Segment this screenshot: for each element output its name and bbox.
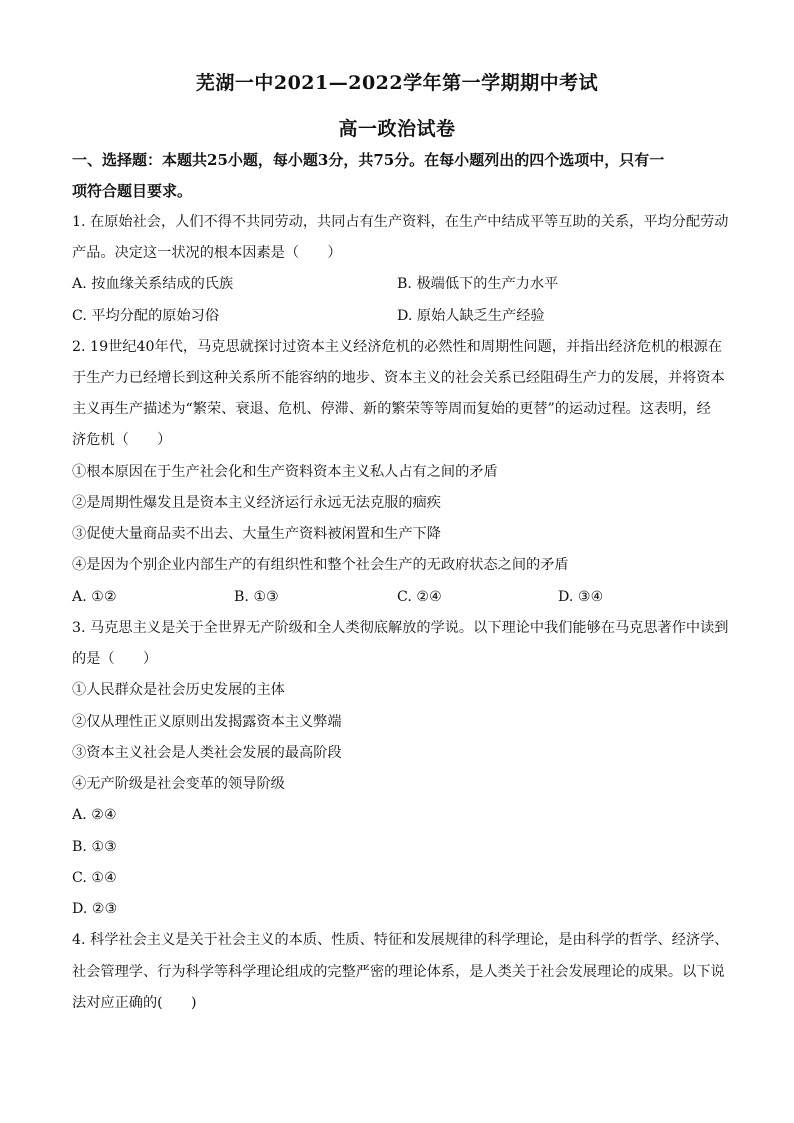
q2-option-d[interactable]: D. ③④	[558, 589, 604, 605]
q4-stem-line1: 4. 科学社会主义是关于社会主义的本质、性质、特征和发展规律的科学理论，是由科学的哲学、经济学、	[72, 932, 729, 948]
q2-stem-line1: 2. 19世纪40年代，马克思就探讨过资本主义经济危机的必然性和周期性问题，并指出经济危机的根源在	[72, 339, 723, 355]
q1-stem-line1: 1. 在原始社会，人们不得不共同劳动，共同占有生产资料，在生产中结成平等互助的关系，平均分配劳动	[72, 214, 729, 230]
q3-statement-1: ①人民群众是社会历史发展的主体	[72, 682, 285, 698]
section-heading-line2: 项符合题目要求。	[72, 182, 193, 200]
q3-option-d[interactable]: D. ②③	[72, 901, 118, 917]
q2-statement-4: ④是因为个别企业内部生产的有组织性和整个社会生产的无政府状态之间的矛盾	[72, 557, 569, 573]
q3-statement-4: ④无产阶级是社会变革的领导阶级	[72, 776, 285, 792]
q1-option-b[interactable]: B. 极端低下的生产力水平	[397, 276, 559, 292]
q3-option-c[interactable]: C. ①④	[72, 870, 117, 886]
q3-stem-line2: 的是（ ）	[72, 651, 158, 667]
q2-option-c[interactable]: C. ②④	[397, 589, 442, 605]
q2-stem-line2: 于生产力已经增长到这种关系所不能容纳的地步、资本主义的社会关系已经阻碍生产力的发展，并将资本	[72, 370, 725, 386]
q3-option-b[interactable]: B. ①③	[72, 839, 117, 855]
q4-stem-line2: 社会管理学、行为科学等科学理论组成的完整严密的理论体系，是人类关于社会发展理论的成果。以下说	[72, 964, 725, 980]
section-heading-line1: 一、选择题：本题共25小题，每小题3分，共75分。在每小题列出的四个选项中，只有一	[72, 151, 665, 169]
q2-option-a[interactable]: A. ①②	[72, 589, 117, 605]
q2-option-b[interactable]: B. ①③	[234, 589, 279, 605]
exam-subtitle: 高一政治试卷	[338, 118, 456, 140]
exam-title: 芜湖一中2021—2022学年第一学期期中考试	[195, 72, 599, 94]
q3-option-a[interactable]: A. ②④	[72, 807, 117, 823]
q1-option-c[interactable]: C. 平均分配的原始习俗	[72, 308, 220, 324]
q3-statement-3: ③资本主义社会是人类社会发展的最高阶段	[72, 745, 342, 761]
q2-stem-line4: 济危机（ ）	[72, 432, 172, 448]
q1-option-a[interactable]: A. 按血缘关系结成的氏族	[72, 276, 234, 292]
section-heading	[72, 145, 732, 207]
q1-option-d[interactable]: D. 原始人缺乏生产经验	[397, 308, 545, 324]
q2-statement-3: ③促使大量商品卖不出去、大量生产资料被闲置和生产下降	[72, 526, 441, 542]
q3-stem-line1: 3. 马克思主义是关于全世界无产阶级和全人类彻底解放的学说。以下理论中我们能够在马克思著作中读到	[72, 620, 729, 636]
q3-statement-2: ②仅从理性正义原则出发揭露资本主义弊端	[72, 714, 342, 730]
q1-stem-line2: 产品。决定这一状况的根本因素是（ ）	[72, 245, 342, 261]
q2-statement-1: ①根本原因在于生产社会化和生产资料资本主义私人占有之间的矛盾	[72, 464, 498, 480]
q2-statement-2: ②是周期性爆发且是资本主义经济运行永远无法克服的痼疾	[72, 495, 441, 511]
q2-stem-line3: 主义再生产描述为“繁荣、衰退、危机、停滞、新的繁荣等等周而复始的更替”的运动过程。这表明，经	[72, 401, 711, 417]
q4-stem-line3: 法对应正确的( )	[72, 995, 197, 1011]
